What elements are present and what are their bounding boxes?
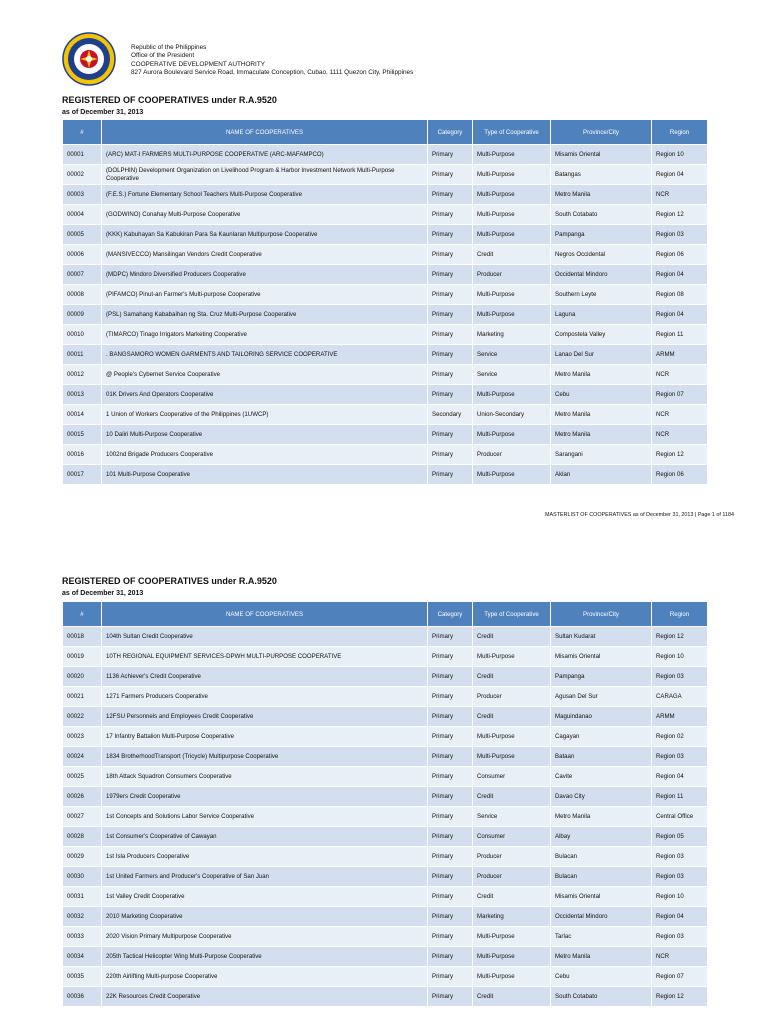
- table-row: [63, 405, 708, 425]
- row-number: 00036: [63, 987, 102, 1007]
- table-row: [63, 827, 708, 847]
- category: Primary: [428, 245, 473, 265]
- category: Primary: [428, 385, 473, 405]
- address-line: Republic of the Philippines: [131, 44, 207, 51]
- province-city: Sarangani: [551, 445, 652, 465]
- cooperative-type: Producer: [473, 867, 551, 887]
- category: Primary: [428, 345, 473, 365]
- region: NCR: [652, 365, 708, 385]
- col-province-header: Province/City: [551, 602, 652, 627]
- table-row: [63, 707, 708, 727]
- category: Primary: [428, 887, 473, 907]
- table-row: [63, 727, 708, 747]
- category: Primary: [428, 987, 473, 1007]
- cooperatives-table: [62, 119, 708, 485]
- region: NCR: [652, 185, 708, 205]
- table-row: [63, 807, 708, 827]
- province-city: Metro Manila: [551, 365, 652, 385]
- cooperative-name: 10 Daliri Multi-Purpose Cooperative: [102, 425, 428, 445]
- row-number: 00007: [63, 265, 102, 285]
- cooperative-name: 22K Resources Credit Cooperative: [102, 987, 428, 1007]
- category: Primary: [428, 667, 473, 687]
- category: Primary: [428, 947, 473, 967]
- col-region-header: Region: [652, 120, 708, 145]
- province-city: Aklan: [551, 465, 652, 485]
- cooperative-type: Credit: [473, 987, 551, 1007]
- region: Region 04: [652, 767, 708, 787]
- cooperative-type: Producer: [473, 265, 551, 285]
- table-row: [63, 225, 708, 245]
- category: Primary: [428, 767, 473, 787]
- cooperative-name: (KKK) Kabuhayan Sa Kabukiran Para Sa Kaunlaran Multipurpose Cooperative: [102, 225, 428, 245]
- province-city: Bulacan: [551, 867, 652, 887]
- cooperative-name: (F.E.S.) Fortune Elementary School Teachers Multi-Purpose Cooperative: [102, 185, 428, 205]
- province-city: Bulacan: [551, 847, 652, 867]
- cooperative-type: Marketing: [473, 907, 551, 927]
- table-row: [63, 687, 708, 707]
- region: Region 07: [652, 967, 708, 987]
- category: Primary: [428, 707, 473, 727]
- table-row: [63, 987, 708, 1007]
- table-row: [63, 245, 708, 265]
- province-city: Davao City: [551, 787, 652, 807]
- region: Region 10: [652, 887, 708, 907]
- row-number: 00013: [63, 385, 102, 405]
- table-row: [63, 345, 708, 365]
- table-row: [63, 747, 708, 767]
- cooperative-name: . BANGSAMORO WOMEN GARMENTS AND TAILORING SERVICE COOPERATIVE: [102, 345, 428, 365]
- cooperative-type: Multi-Purpose: [473, 145, 551, 165]
- region: CARAGA: [652, 687, 708, 707]
- category: Primary: [428, 967, 473, 987]
- page-title: REGISTERED OF COOPERATIVES under R.A.9520: [62, 95, 277, 105]
- province-city: Metro Manila: [551, 405, 652, 425]
- table-row: [63, 847, 708, 867]
- table-row: [63, 165, 708, 185]
- cooperative-name: 1st Consumer's Cooperative of Cawayan: [102, 827, 428, 847]
- row-number: 00002: [63, 165, 102, 185]
- table-row: [63, 907, 708, 927]
- cooperative-type: Multi-Purpose: [473, 967, 551, 987]
- cooperatives-table: [62, 601, 708, 1007]
- region: Region 06: [652, 465, 708, 485]
- page-subtitle: as of December 31, 2013: [62, 590, 144, 597]
- cooperative-type: Union-Secondary: [473, 405, 551, 425]
- cooperative-type: Credit: [473, 787, 551, 807]
- page-title: REGISTERED OF COOPERATIVES under R.A.9520: [62, 576, 277, 586]
- category: Primary: [428, 425, 473, 445]
- category: Primary: [428, 787, 473, 807]
- cooperative-type: Service: [473, 345, 551, 365]
- category: Primary: [428, 727, 473, 747]
- row-number: 00034: [63, 947, 102, 967]
- province-city: Laguna: [551, 305, 652, 325]
- col-number-header: #: [63, 602, 102, 627]
- row-number: 00005: [63, 225, 102, 245]
- cooperative-name: 104th Sultan Credit Cooperative: [102, 627, 428, 647]
- cooperative-type: Multi-Purpose: [473, 205, 551, 225]
- province-city: Misamis Oriental: [551, 145, 652, 165]
- cooperative-type: Multi-Purpose: [473, 305, 551, 325]
- province-city: Lanao Del Sur: [551, 345, 652, 365]
- cooperative-type: Consumer: [473, 827, 551, 847]
- table-row: [63, 647, 708, 667]
- region: ARMM: [652, 345, 708, 365]
- province-city: Negros Occidental: [551, 245, 652, 265]
- region: Region 10: [652, 647, 708, 667]
- cooperative-name: 1 Union of Workers Cooperative of the Philippines (1UWCP): [102, 405, 428, 425]
- cooperative-name: (DOLPHIN) Development Organization on Livelihood Program & Harbor Investment Network Multi-Purpose Cooperative: [102, 165, 428, 185]
- cooperative-type: Multi-Purpose: [473, 385, 551, 405]
- row-number: 00023: [63, 727, 102, 747]
- table-header-row: [63, 602, 708, 627]
- cooperative-type: Multi-Purpose: [473, 727, 551, 747]
- region: Region 04: [652, 907, 708, 927]
- province-city: Occidental Mindoro: [551, 907, 652, 927]
- province-city: Metro Manila: [551, 425, 652, 445]
- table-row: [63, 947, 708, 967]
- region: Region 03: [652, 927, 708, 947]
- row-number: 00032: [63, 907, 102, 927]
- region: Region 03: [652, 747, 708, 767]
- table-row: [63, 767, 708, 787]
- cooperative-type: Producer: [473, 687, 551, 707]
- col-name-header: NAME OF COOPERATIVES: [102, 120, 428, 145]
- province-city: Southern Leyte: [551, 285, 652, 305]
- cooperative-name: 1st United Farmers and Producer's Cooperative of San Juan: [102, 867, 428, 887]
- row-number: 00024: [63, 747, 102, 767]
- province-city: South Cotabato: [551, 987, 652, 1007]
- row-number: 00028: [63, 827, 102, 847]
- cooperative-type: Service: [473, 365, 551, 385]
- region: Region 11: [652, 325, 708, 345]
- cooperative-type: Service: [473, 807, 551, 827]
- address-line: Office of the President: [131, 52, 195, 60]
- col-province-header: Province/City: [551, 120, 652, 145]
- table-row: [63, 787, 708, 807]
- row-number: 00011: [63, 345, 102, 365]
- cooperative-type: Multi-Purpose: [473, 947, 551, 967]
- cooperative-name: 2010 Marketing Cooperative: [102, 907, 428, 927]
- region: NCR: [652, 425, 708, 445]
- category: Primary: [428, 927, 473, 947]
- region: Region 03: [652, 867, 708, 887]
- cooperative-type: Credit: [473, 667, 551, 687]
- row-number: 00026: [63, 787, 102, 807]
- table-row: [63, 967, 708, 987]
- table-row: [63, 185, 708, 205]
- province-city: Bataan: [551, 747, 652, 767]
- region: Region 08: [652, 285, 708, 305]
- province-city: Cavite: [551, 767, 652, 787]
- region: Region 03: [652, 847, 708, 867]
- address-line: 827 Aurora Boulevard Service Road, Immaculate Conception, Cubao, 1111 Quezon City, Philippines: [131, 68, 414, 76]
- cooperative-name: 2020 Vision Primary Multipurpose Cooperative: [102, 927, 428, 947]
- cooperative-name: 101 Multi-Purpose Cooperative: [102, 465, 428, 485]
- col-region-header: Region: [652, 602, 708, 627]
- province-city: Cagayan: [551, 727, 652, 747]
- office-address: [131, 44, 413, 77]
- col-name-header: NAME OF COOPERATIVES: [102, 602, 428, 627]
- cooperative-name: (MDPC) Mindoro Diversified Producers Cooperative: [102, 265, 428, 285]
- region: Region 12: [652, 205, 708, 225]
- province-city: Sultan Kudarat: [551, 627, 652, 647]
- letterhead: [62, 32, 722, 84]
- category: Primary: [428, 465, 473, 485]
- table-row: [63, 325, 708, 345]
- table-row: [63, 385, 708, 405]
- province-city: South Cotabato: [551, 205, 652, 225]
- category: Primary: [428, 225, 473, 245]
- row-number: 00020: [63, 667, 102, 687]
- table-row: [63, 465, 708, 485]
- province-city: Occidental Mindoro: [551, 265, 652, 285]
- region: Region 03: [652, 667, 708, 687]
- col-number-header: #: [63, 120, 102, 145]
- table-row: [63, 425, 708, 445]
- address-line: COOPERATIVE DEVELOPMENT AUTHORITY: [131, 60, 265, 68]
- table-row: [63, 887, 708, 907]
- cooperative-type: Multi-Purpose: [473, 425, 551, 445]
- category: Primary: [428, 807, 473, 827]
- region: Region 10: [652, 145, 708, 165]
- province-city: Agusan Del Sur: [551, 687, 652, 707]
- row-number: 00012: [63, 365, 102, 385]
- category: Primary: [428, 907, 473, 927]
- table-row: [63, 305, 708, 325]
- cooperative-type: Multi-Purpose: [473, 747, 551, 767]
- province-city: Cebu: [551, 385, 652, 405]
- cooperative-type: Multi-Purpose: [473, 927, 551, 947]
- cooperative-type: Multi-Purpose: [473, 465, 551, 485]
- cooperative-type: Multi-Purpose: [473, 225, 551, 245]
- category: Primary: [428, 145, 473, 165]
- category: Primary: [428, 627, 473, 647]
- page-subtitle: as of December 31, 2013: [62, 109, 144, 116]
- table-row: [63, 205, 708, 225]
- cooperative-name: 10TH REGIONAL EQUIPMENT SERVICES-DPWH MULTI-PURPOSE COOPERATIVE: [102, 647, 428, 667]
- category: Primary: [428, 285, 473, 305]
- cooperative-type: Multi-Purpose: [473, 185, 551, 205]
- category: Primary: [428, 687, 473, 707]
- province-city: Metro Manila: [551, 947, 652, 967]
- category: Secondary: [428, 405, 473, 425]
- category: Primary: [428, 747, 473, 767]
- row-number: 00033: [63, 927, 102, 947]
- row-number: 00030: [63, 867, 102, 887]
- cooperative-type: Producer: [473, 445, 551, 465]
- province-city: Pampanga: [551, 667, 652, 687]
- province-city: Batangas: [551, 165, 652, 185]
- row-number: 00008: [63, 285, 102, 305]
- cooperative-type: Marketing: [473, 325, 551, 345]
- row-number: 00003: [63, 185, 102, 205]
- row-number: 00025: [63, 767, 102, 787]
- table-row: [63, 265, 708, 285]
- category: Primary: [428, 325, 473, 345]
- cooperative-name: 17 Infantry Battalion Multi-Purpose Cooperative: [102, 727, 428, 747]
- row-number: 00022: [63, 707, 102, 727]
- row-number: 00015: [63, 425, 102, 445]
- row-number: 00006: [63, 245, 102, 265]
- category: Primary: [428, 827, 473, 847]
- table-row: [63, 285, 708, 305]
- province-city: Metro Manila: [551, 185, 652, 205]
- row-number: 00010: [63, 325, 102, 345]
- row-number: 00035: [63, 967, 102, 987]
- cooperative-type: Producer: [473, 847, 551, 867]
- row-number: 00016: [63, 445, 102, 465]
- cooperative-type: Credit: [473, 887, 551, 907]
- cooperative-name: 1979ers Credit Cooperative: [102, 787, 428, 807]
- region: Region 07: [652, 385, 708, 405]
- row-number: 00009: [63, 305, 102, 325]
- region: Central Office: [652, 807, 708, 827]
- cooperative-name: 1136 Achiever's Credit Cooperative: [102, 667, 428, 687]
- cooperative-type: Multi-Purpose: [473, 285, 551, 305]
- province-city: Metro Manila: [551, 807, 652, 827]
- table-row: [63, 867, 708, 887]
- province-city: Maguindanao: [551, 707, 652, 727]
- row-number: 00018: [63, 627, 102, 647]
- category: Primary: [428, 365, 473, 385]
- region: ARMM: [652, 707, 708, 727]
- category: Primary: [428, 847, 473, 867]
- province-city: Pampanga: [551, 225, 652, 245]
- category: Primary: [428, 205, 473, 225]
- region: Region 03: [652, 225, 708, 245]
- row-number: 00021: [63, 687, 102, 707]
- cooperative-name: @ People's Cybernet Service Cooperative: [102, 365, 428, 385]
- cooperative-type: Credit: [473, 707, 551, 727]
- category: Primary: [428, 867, 473, 887]
- col-category-header: Category: [428, 120, 473, 145]
- region: Region 12: [652, 445, 708, 465]
- cooperative-name: 220th Airlifting Multi-purpose Cooperative: [102, 967, 428, 987]
- cooperative-name: 1834 BrotherhoodTransport (Tricycle) Multipurpose Cooperative: [102, 747, 428, 767]
- row-number: 00014: [63, 405, 102, 425]
- cooperative-name: 12FSU Personnels and Employees Credit Cooperative: [102, 707, 428, 727]
- category: Primary: [428, 647, 473, 667]
- province-city: Albay: [551, 827, 652, 847]
- cooperative-name: 1271 Farmers Producers Cooperative: [102, 687, 428, 707]
- category: Primary: [428, 165, 473, 185]
- category: Primary: [428, 185, 473, 205]
- table-row: [63, 445, 708, 465]
- region: Region 04: [652, 165, 708, 185]
- row-number: 00001: [63, 145, 102, 165]
- table-row: [63, 145, 708, 165]
- cooperative-name: (ARC) MAT-I FARMERS MULTI-PURPOSE COOPERATIVE (ARC-MAFAMPCO): [102, 145, 428, 165]
- cooperative-type: Credit: [473, 245, 551, 265]
- table-row: [63, 667, 708, 687]
- row-number: 00027: [63, 807, 102, 827]
- category: Primary: [428, 305, 473, 325]
- cooperative-name: 01K Drivers And Operators Cooperative: [102, 385, 428, 405]
- cooperative-type: Credit: [473, 627, 551, 647]
- table-row: [63, 365, 708, 385]
- region: NCR: [652, 405, 708, 425]
- cooperative-type: Multi-Purpose: [473, 165, 551, 185]
- col-type-header: Type of Cooperative: [473, 602, 551, 627]
- table-header-row: [63, 120, 708, 145]
- col-type-header: Type of Cooperative: [473, 120, 551, 145]
- province-city: Misamis Oriental: [551, 887, 652, 907]
- cooperative-name: (PSL) Samahang Kababaihan ng Sta. Cruz Multi-Purpose Cooperative: [102, 305, 428, 325]
- cooperative-name: (GODWINO) Conahay Multi-Purpose Cooperative: [102, 205, 428, 225]
- cooperative-name: 1st Concepts and Solutions Labor Service Cooperative: [102, 807, 428, 827]
- region: Region 12: [652, 987, 708, 1007]
- cooperative-name: (PIFAMCO) Pinut-an Farmer's Multi-purpose Cooperative: [102, 285, 428, 305]
- row-number: 00019: [63, 647, 102, 667]
- category: Primary: [428, 265, 473, 285]
- region: Region 11: [652, 787, 708, 807]
- province-city: Misamis Oriental: [551, 647, 652, 667]
- cooperative-type: Consumer: [473, 767, 551, 787]
- cooperative-name: 1st Valley Credit Cooperative: [102, 887, 428, 907]
- region: NCR: [652, 947, 708, 967]
- row-number: 00031: [63, 887, 102, 907]
- region: Region 06: [652, 245, 708, 265]
- category: Primary: [428, 445, 473, 465]
- row-number: 00004: [63, 205, 102, 225]
- cooperative-name: 205th Tactical Helicopter Wing Multi-Purpose Cooperative: [102, 947, 428, 967]
- region: Region 05: [652, 827, 708, 847]
- cooperative-name: (MANSIVECCO) Mansilingan Vendors Credit Cooperative: [102, 245, 428, 265]
- row-number: 00029: [63, 847, 102, 867]
- province-city: Compostela Valley: [551, 325, 652, 345]
- table-row: [63, 927, 708, 947]
- col-category-header: Category: [428, 602, 473, 627]
- region: Region 12: [652, 627, 708, 647]
- cooperative-name: 18th Attack Squadron Consumers Cooperative: [102, 767, 428, 787]
- region: Region 04: [652, 265, 708, 285]
- cooperative-name: 1st Isla Producers Cooperative: [102, 847, 428, 867]
- cooperative-name: 1002nd Brigade Producers Cooperative: [102, 445, 428, 465]
- province-city: Tarlac: [551, 927, 652, 947]
- table-row: [63, 627, 708, 647]
- region: Region 02: [652, 727, 708, 747]
- province-city: Cebu: [551, 967, 652, 987]
- page-footer: MASTERLIST OF COOPERATIVES as of December 31, 2013 | Page 1 of 1184: [545, 512, 734, 518]
- cooperative-name: (TIMARCO) Tinago Irrigators Marketing Cooperative: [102, 325, 428, 345]
- cooperative-type: Multi-Purpose: [473, 647, 551, 667]
- row-number: 00017: [63, 465, 102, 485]
- cda-seal-icon: [62, 32, 116, 86]
- region: Region 04: [652, 305, 708, 325]
